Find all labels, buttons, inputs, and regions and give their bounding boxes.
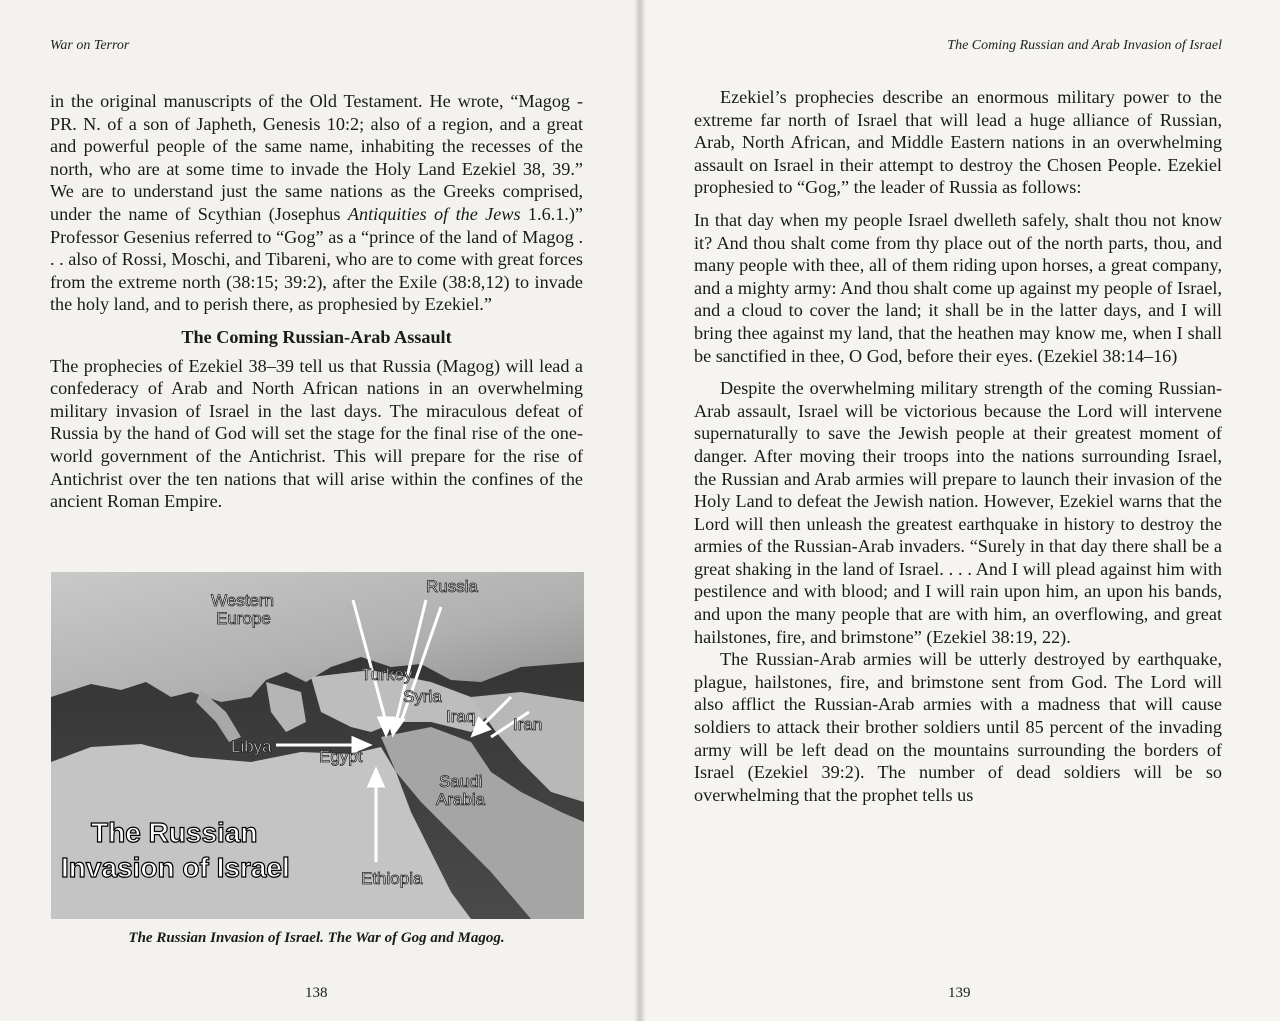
invasion-map-figure [51,572,584,919]
label-egypt: Egypt [319,747,363,766]
label-western: Western [211,591,274,610]
label-russia: Russia [426,577,478,596]
map-title-line-1: The Russian [91,817,258,848]
right-paragraph-2: Despite the overwhelming military strength of the coming Russian-Arab assault, Israel will be victorious because the Lord will intervene supernaturally to save the Jewish people at their greatest moment of danger. After moving their troops into the nations surrounding Israel, the Russian and Arab armies will prepare to launch their invasion of the Holy Land to defeat the Jewish nation. However, Ezekiel warns that the Lord will then unleash the greatest earthquake in history to destroy the armies of the Russian-Arab invaders. “Surely in that day there shall be a great shaking in the land of Israel. . . . And I will plead against him with pestilence and with blood; and I will rain upon him, an upon his bands, and upon the many people that are with him, an overflowing, and great hailstones, fire, and brimstone” (Ezekiel 38:19, 22). [694,378,1222,647]
left-paragraph-1-end: 1.6.1.)” Professor Gesenius referred to “Gog” as a “prince of the land of Magog . . . also of Rossi, Moschi, and Tibareni, who are to come with great forces from the extreme north (38:15; 39:2), after the Exile (38:8,12) to invade the holy land, and to perish there, as prophesied by Ezekiel.” [50,203,583,315]
label-europe: Europe [216,609,271,628]
left-paragraph-1 [50,90,583,316]
right-paragraph-1: Ezekiel’s prophecies describe an enormous military power to the extreme far north of Israel that will lead a huge alliance of Russian, Arab, North African, and Middle Eastern nations in an overwhelming assault on Israel in their attempt to destroy the Chosen People. Ezekiel prophesied to “Gog,” the leader of Russia as follows: [694,87,1222,198]
label-saudi: Saudi [439,772,483,791]
label-iran: Iran [513,715,543,734]
map-title-line-2: Invasion of Israel [61,852,290,883]
right-paragraph-3: The Russian-Arab armies will be utterly destroyed by earthquake, plague, hailstones, fire, and brimstone sent from God. The Lord will also afflict the Russian-Arab armies with a madness that will cause soldiers to attack their brother soldiers until 85 percent of the invading army will be left dead on the mountains surrounding the borders of Israel (Ezekiel 39:2). The number of dead soldiers will be so overwhelming that the prophet tells us [694,649,1222,805]
label-libya: Libya [231,737,272,756]
label-turkey: Turkey [361,665,413,684]
figure-caption: The Russian Invasion of Israel. The War of Gog and Magog. [128,930,505,946]
right-running-head: The Coming Russian and Arab Invasion of Israel [947,38,1222,53]
left-paragraph-1-start: in the original manuscripts of the Old Testament. He wrote, “Magog - PR. N. of a son of Japheth, Genesis 10:2; also of a region, and a great and powerful people of the same name, inhabiting the recesses of the north, who are at some time to invade the Holy Land Ezekiel 38, 39.” We are to understand just the same nations as the Greeks comprised, under the name of Scythian (Josephus [50,91,583,224]
label-iraq: Iraq [446,707,476,726]
label-arabia: Arabia [436,790,486,809]
left-page-number: 138 [305,985,328,1001]
section-heading: The Coming Russian-Arab Assault [181,326,452,347]
label-ethiopia: Ethiopia [361,869,423,888]
book-gutter [634,0,646,1021]
ezekiel-quote: In that day when my people Israel dwelleth safely, shalt thou not know it? And thou shalt come from thy place out of the north parts, thou, and many people with thee, all of them riding upon horses, a great company, and a mighty army: And thou shalt come up against my people of Israel, and a cloud to cover the land; it shall be in the latter days, and I will bring thee against my land, that the heathen may know me, when I shall be sanctified in thee, O God, before their eyes. (Ezekiel 38:14–16) [694,209,1222,366]
left-paragraph-2: The prophecies of Ezekiel 38–39 tell us that Russia (Magog) will lead a confederacy of Arab and North African nations in an overwhelming military invasion of Israel in the last days. The miraculous defeat of Russia by the hand of God will set the stage for the final rise of the one-world government of the Antichrist. This will prepare for the rise of Antichrist over the ten nations that will arise within the confines of the ancient Roman Empire. [50,355,583,512]
right-body-text [694,86,1222,806]
right-page-number: 139 [948,985,971,1001]
invasion-map [51,572,584,919]
left-body-text [50,90,583,513]
left-running-head: War on Terror [50,38,130,53]
label-syria: Syria [403,687,442,706]
book-title-italic: Antiquities of the Jews [347,203,521,224]
